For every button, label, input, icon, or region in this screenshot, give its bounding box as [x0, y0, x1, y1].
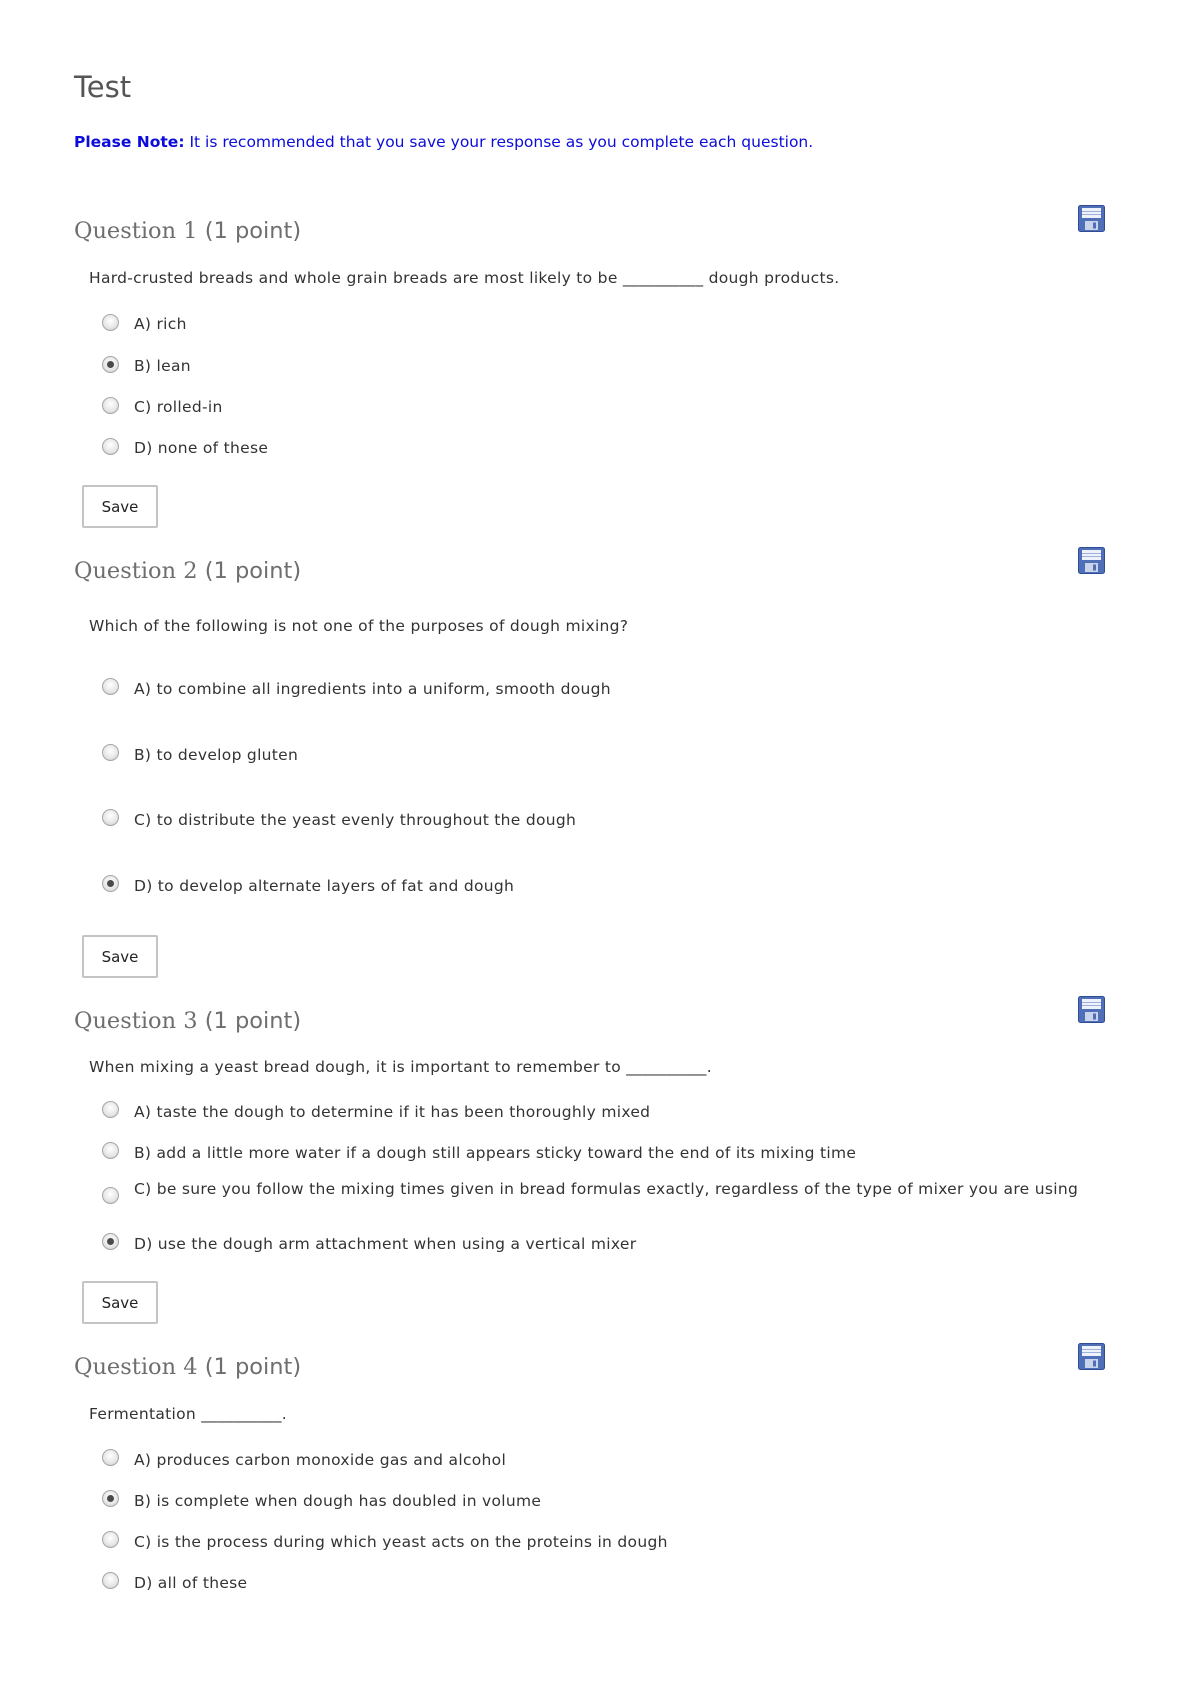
question-number: Question 1: [74, 218, 198, 244]
option-radio[interactable]: [102, 314, 119, 331]
question-points: (1 point): [204, 1354, 302, 1380]
question-points: (1 point): [204, 558, 302, 584]
save-button[interactable]: Save: [82, 1281, 158, 1324]
option-label: C) rolled-in: [134, 398, 223, 416]
option-label: B) to develop gluten: [134, 746, 299, 764]
option-radio-selected[interactable]: [102, 875, 119, 892]
option-label: D) to develop alternate layers of fat and dough: [134, 877, 515, 895]
note-label: Please Note:: [74, 133, 185, 151]
option-radio[interactable]: [102, 1449, 119, 1466]
option-radio[interactable]: [102, 1531, 119, 1548]
question-points: (1 point): [204, 1008, 302, 1034]
option-label: B) lean: [134, 357, 191, 375]
option-radio[interactable]: [102, 1187, 119, 1204]
floppy-disk-icon[interactable]: [1078, 1343, 1105, 1370]
option-radio[interactable]: [102, 397, 119, 414]
option-label: D) use the dough arm attachment when using a vertical mixer: [134, 1235, 637, 1253]
question-points: (1 point): [204, 218, 302, 244]
option-label: A) to combine all ingredients into a uniform, smooth dough: [134, 680, 611, 698]
option-label: C) is the process during which yeast acts on the proteins in dough: [134, 1533, 668, 1551]
question-number: Question 3: [74, 1008, 198, 1034]
option-label: D) all of these: [134, 1574, 248, 1592]
option-radio[interactable]: [102, 1101, 119, 1118]
question-1-text: Hard-crusted breads and whole grain breads are most likely to be __________ dough products.: [89, 269, 840, 287]
option-radio-selected[interactable]: [102, 356, 119, 373]
save-button[interactable]: Save: [82, 485, 158, 528]
floppy-disk-icon[interactable]: [1078, 547, 1105, 574]
option-radio[interactable]: [102, 1572, 119, 1589]
option-label: B) add a little more water if a dough still appears sticky toward the end of its mixing time: [134, 1144, 857, 1162]
page-title: Test: [74, 70, 132, 104]
option-radio[interactable]: [102, 809, 119, 826]
option-label: B) is complete when dough has doubled in volume: [134, 1492, 542, 1510]
save-button[interactable]: Save: [82, 935, 158, 978]
question-3-text: When mixing a yeast bread dough, it is important to remember to __________.: [89, 1058, 712, 1076]
question-4-text: Fermentation __________.: [89, 1405, 287, 1423]
option-radio-selected[interactable]: [102, 1233, 119, 1250]
question-3-title: [74, 1008, 301, 1034]
floppy-disk-icon[interactable]: [1078, 205, 1105, 232]
question-number: Question 4: [74, 1354, 198, 1380]
option-radio-selected[interactable]: [102, 1490, 119, 1507]
question-2-text: Which of the following is not one of the purposes of dough mixing?: [89, 617, 629, 635]
note-text: It is recommended that you save your response as you complete each question.: [189, 133, 814, 151]
option-radio[interactable]: [102, 678, 119, 695]
option-radio[interactable]: [102, 1142, 119, 1159]
option-label: C) to distribute the yeast evenly throughout the dough: [134, 811, 577, 829]
floppy-disk-icon[interactable]: [1078, 996, 1105, 1023]
option-label: D) none of these: [134, 439, 269, 457]
question-number: Question 2: [74, 558, 198, 584]
option-label: A) taste the dough to determine if it has been thoroughly mixed: [134, 1103, 651, 1121]
save-reminder-note: [74, 133, 813, 151]
option-label: C) be sure you follow the mixing times given in bread formulas exactly, regardless of the type of mixer you are using: [134, 1180, 1079, 1198]
question-2-title: [74, 558, 301, 584]
option-label: A) rich: [134, 315, 187, 333]
option-label: A) produces carbon monoxide gas and alcohol: [134, 1451, 507, 1469]
option-radio[interactable]: [102, 744, 119, 761]
question-4-title: [74, 1354, 301, 1380]
option-radio[interactable]: [102, 438, 119, 455]
question-1-title: [74, 218, 301, 244]
